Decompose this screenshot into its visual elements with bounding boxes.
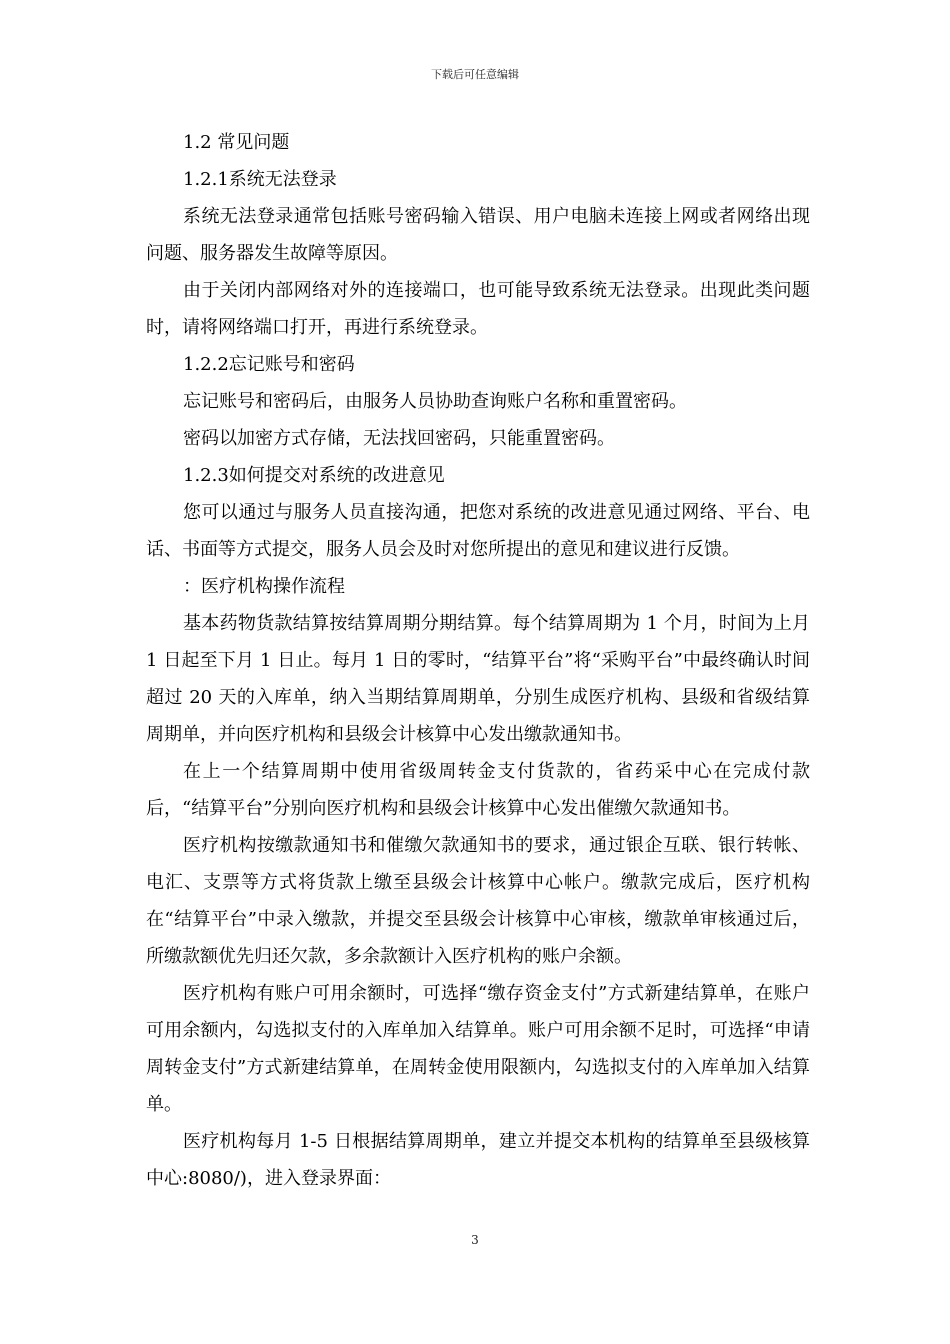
section-heading: 1.2.3如何提交对系统的改进意见 (183, 465, 445, 486)
paragraph: 密码以加密方式存储，无法找回密码，只能重置密码。 (183, 428, 615, 449)
section-heading: ：医疗机构操作流程 (183, 576, 345, 597)
section-heading: 1.2 常见问题 (183, 132, 290, 153)
paragraph: 忘记账号和密码后，由服务人员协助查询账户名称和重置密码。 (183, 391, 687, 412)
paragraph: 医疗机构按缴款通知书和催缴欠款通知书的要求，通过银企互联、银行转帐、电汇、支票等方式将货款上缴至县级会计核算中心帐户。缴款完成后，医疗机构在“结算平台”中录入缴款，并提交至县级会计核算中心审核，缴款单审核通过后，所缴款额优先归还欠款，多余款额计入医疗机构的账户余额。 (146, 835, 810, 967)
paragraph: 系统无法登录通常包括账号密码输入错误、用户电脑未连接上网或者网络出现问题、服务器发生故障等原因。 (146, 206, 810, 264)
paragraph: 您可以通过与服务人员直接沟通，把您对系统的改进意见通过网络、平台、电话、书面等方式提交，服务人员会及时对您所提出的意见和建议进行反馈。 (146, 502, 810, 560)
paragraph: 医疗机构有账户可用余额时，可选择“缴存资金支付”方式新建结算单，在账户可用余额内，勾选拟支付的入库单加入结算单。账户可用余额不足时，可选择“申请周转金支付”方式新建结算单，在周转金使用限额内，勾选拟支付的入库单加入结算单。 (146, 983, 810, 1115)
paragraph: 由于关闭内部网络对外的连接端口，也可能导致系统无法登录。出现此类问题时，请将网络端口打开，再进行系统登录。 (146, 280, 810, 338)
paragraph: 医疗机构每月 1-5 日根据结算周期单，建立并提交本机构的结算单至县级核算中心:8080/)，进入登录界面： (146, 1131, 810, 1189)
section-heading: 1.2.1系统无法登录 (183, 169, 337, 190)
page-number: 3 (471, 1233, 479, 1247)
page-header: 下载后可任意编辑 (431, 68, 519, 81)
document-body (146, 124, 810, 1197)
section-heading: 1.2.2忘记账号和密码 (183, 354, 355, 375)
paragraph: 在上一个结算周期中使用省级周转金支付货款的，省药采中心在完成付款后，“结算平台”分别向医疗机构和县级会计核算中心发出催缴欠款通知书。 (146, 761, 810, 819)
paragraph: 基本药物货款结算按结算周期分期结算。每个结算周期为 1 个月，时间为上月 1 日起至下月 1 日止。每月 1 日的零时，“结算平台”将“采购平台”中最终确认时间超过 20 天的入库单，纳入当期结算周期单，分别生成医疗机构、县级和省级结算周期单，并向医疗机构和县级会计核算中心发出缴款通知书。 (146, 613, 810, 745)
